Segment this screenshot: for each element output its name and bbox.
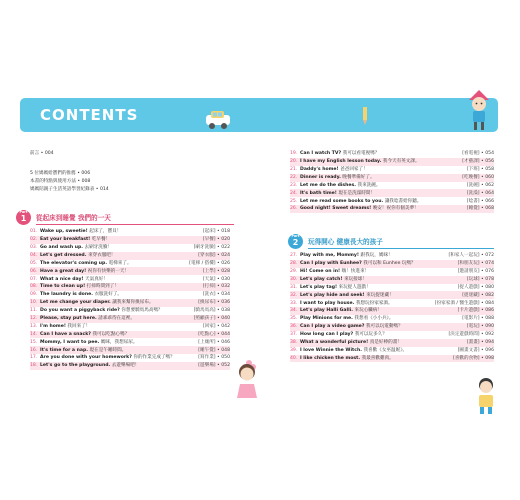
list-item[interactable]: 15. Mommy, I want to pee. 媽咪，我想尿尿。 [上廁所] • 046 [30, 339, 230, 345]
list-item[interactable]: 04. Let's get dressed. 來穿衣服吧！ [穿衣服] • 024 [30, 252, 230, 258]
intro-features: 本書的特點與使用方法 • 008 [30, 179, 91, 184]
list-item[interactable]: 31. Let's play tag! 來玩捉人遊戲！ [捉人遊戲] • 080 [290, 284, 494, 290]
intro-record: 媽媽陪親子生活英語學習紀錄表 • 014 [30, 187, 109, 192]
list-item[interactable]: 40. I like chicken the most. 我最喜歡雞肉。 [喜歡的食物] • 098 [290, 355, 494, 361]
list-item[interactable]: 13. I'm home! 我回來了！ [回家] • 042 [30, 323, 230, 329]
list-item[interactable]: 10. Let me change your diaper. 讓我來幫你換尿布。 [換尿布] • 036 [30, 300, 230, 306]
list-item[interactable]: 21. Daddy's home! 爸爸回家了！ [下班] • 058 [290, 166, 494, 172]
list-item[interactable]: 07. What a nice day! 天氣真好！ [天氣] • 030 [30, 276, 230, 282]
pencil-icon [360, 107, 370, 125]
part1-badge-number: 1 [20, 214, 27, 223]
part1-badge [16, 210, 31, 225]
page-title: CONTENTS [40, 106, 139, 124]
list-item[interactable]: 26. Good night! Sweet dreams! 晚安！祝你有個美夢！ [睡覺] • 068 [290, 206, 494, 212]
list-item[interactable]: 09. The laundry is done. 衣服洗好了。 [洗衣] • 034 [30, 292, 230, 298]
list-item[interactable]: 12. Please, stay put here. 請乖乖待在這裡。 [照顧孩子] • 040 [30, 315, 230, 321]
doll-icon [464, 90, 494, 134]
list-item[interactable]: 19. Can I watch TV? 我可以看電視嗎？ [看電視] • 054 [290, 151, 494, 157]
part2-divider [308, 248, 494, 249]
list-item[interactable]: 36. Can I play a video game? 我可以玩電動嗎？ [電玩] • 090 [290, 324, 494, 330]
list-item[interactable]: 23. Let me do the dishes. 我來洗碗。 [洗碗] • 062 [290, 182, 494, 188]
list-item[interactable]: 32. Let's play hide and seek! 來玩捉迷藏！ [捉迷藏] • 082 [290, 292, 494, 298]
list-item[interactable]: 17. Are you done with your homework? 你的作業完成了嗎？ [寫作業] • 050 [30, 355, 230, 361]
intro-recommend: 5 位媽媽給寶們的推薦 • 006 [30, 171, 91, 176]
list-item[interactable]: 38. What a wonderful picture! 真是好棒的畫！ [畫畫] • 094 [290, 339, 494, 345]
list-item[interactable]: 02. Eat your breakfast! 吃早餐！ [早餐] • 020 [30, 237, 230, 243]
list-item[interactable]: 39. I love Winnie the Witch. 我喜歡《女巫温妮》。 [圖畫文書] • 096 [290, 347, 494, 353]
list-item[interactable]: 08. Time to clean up! 打掃時間到了！ [打掃] • 032 [30, 284, 230, 290]
list-item[interactable]: 16. It's time for a nap. 現在是午睡時間。 [睡午覺] • 048 [30, 347, 230, 353]
list-item[interactable]: 01. Wake up, sweetie! 起床了，寶貝！ [起床] • 018 [30, 229, 230, 235]
part2-badge [288, 234, 303, 249]
car-icon [203, 109, 233, 131]
part2-badge-number: 2 [292, 238, 299, 247]
boy-illustration-icon [472, 376, 500, 416]
list-item[interactable]: 20. I have my English lesson today. 我今天有英文課。 [才藝課] • 056 [290, 159, 494, 165]
list-item[interactable]: 14. Can I have a snack? 我可以吃點心嗎？ [吃點心] • 044 [30, 331, 230, 337]
part1-badge-label: Part [19, 210, 28, 214]
contents-banner [20, 98, 498, 132]
intro-preface: 前言 • 004 [30, 151, 54, 156]
list-item[interactable]: 24. It's bath time! 現在是洗澡時間！ [洗澡] • 064 [290, 190, 494, 196]
list-item[interactable]: 29. Hi! Come on in! 嗨！快進來！ [邀請朋友] • 076 [290, 268, 494, 274]
part1-list [30, 228, 230, 370]
list-item[interactable]: 28. Can I play with Eunhee? 我可以和 Eunhee 玩嗎？ [和朋友玩] • 074 [290, 261, 494, 267]
list-item[interactable]: 25. Let me read some books to you. 讓我唸書給你聽。 [唸書] • 066 [290, 198, 494, 204]
part2-title: 玩得開心 健康長大的孩子 [308, 238, 383, 246]
list-item[interactable]: 30. Let's play catch! 來玩接球！ [玩球] • 078 [290, 276, 494, 282]
list-item[interactable]: 03. Go and wash up. 去刷牙洗臉！ [刷牙洗臉] • 022 [30, 244, 230, 250]
part1-divider [36, 224, 234, 225]
list-item[interactable]: 18. Let's go to the playground. 去遊樂場吧！ [遊樂場] • 052 [30, 363, 230, 369]
list-item[interactable]: 37. How long can I play? 我可以玩多久？ [決定遊戲時間] • 092 [290, 332, 494, 338]
list-item[interactable]: 35. Play Minions for me. 我想看《小小兵》。 [電影片] • 088 [290, 316, 494, 322]
list-item[interactable]: 22. Dinner is ready. 晚餐準備好了。 [吃晚餐] • 060 [290, 174, 494, 180]
list-item[interactable]: 27. Play with me, Mommy! 跟我玩，媽咪！ [和家人一起玩] • 072 [290, 253, 494, 259]
part2-list [290, 252, 494, 362]
part1-title: 從起床到睡覺 我們的一天 [36, 214, 111, 222]
girl-illustration-icon [232, 362, 262, 402]
list-item[interactable]: 33. I want to play house. 我想玩扮家家酒。 [扮家家酒 / 醫生遊戲] • 084 [290, 300, 494, 306]
list-item[interactable]: 05. The elevator's coming up. 電梯來了。 [電梯 / 搭樓] • 026 [30, 260, 230, 266]
part2-badge-label: Part [291, 234, 300, 238]
part1-cont-list [290, 150, 494, 213]
list-item[interactable]: 06. Have a great day! 祝你有快樂的一天！ [上學] • 028 [30, 268, 230, 274]
list-item[interactable]: 34. Let's play Halli Galli. 來玩心臟病！ [卡片遊戲] • 086 [290, 308, 494, 314]
list-item[interactable]: 11. Do you want a piggyback ride? 你想要騎馬馬高嗎？ [騎馬馬高] • 038 [30, 308, 230, 314]
